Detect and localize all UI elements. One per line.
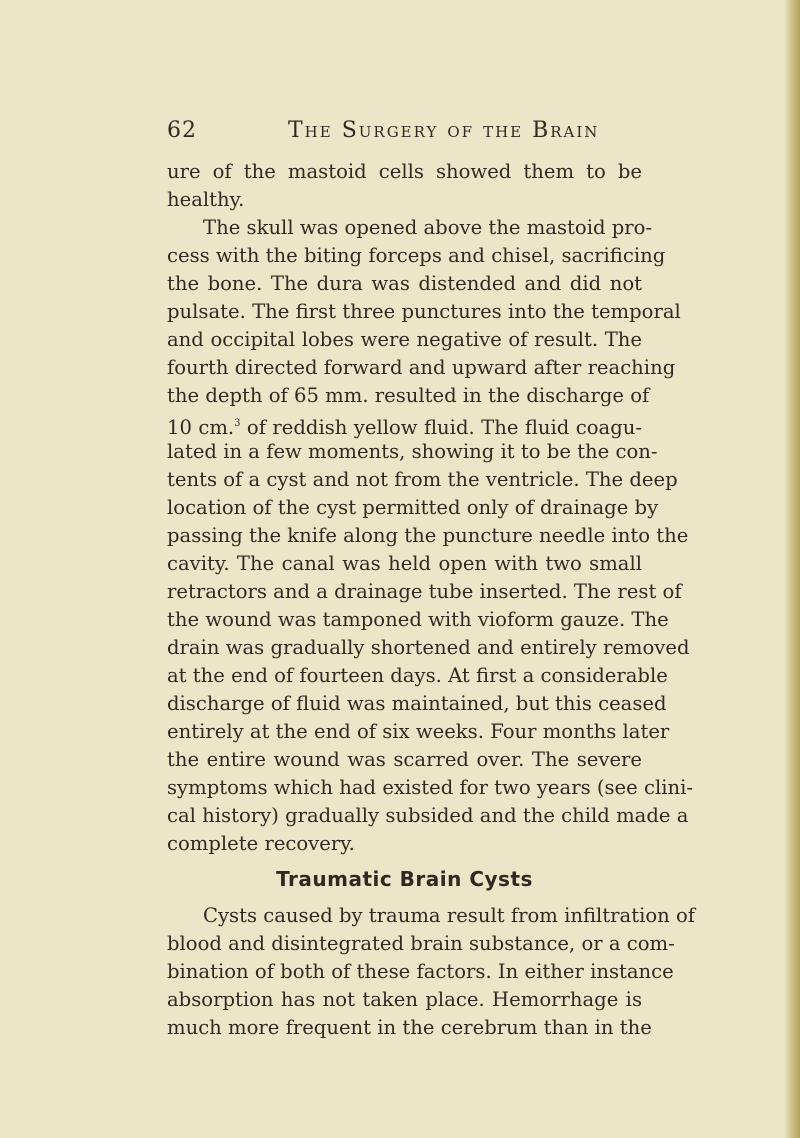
text-line: fourth directed forward and upward after reaching (167, 356, 676, 379)
footnote-line-end: of reddish yellow fluid. The fluid coagu- (240, 416, 642, 439)
paragraph-1 (167, 158, 642, 214)
paragraph-2 (167, 214, 693, 858)
text-line: and occipital lobes were negative of result. The (167, 328, 642, 351)
body-text (167, 158, 696, 1042)
section-heading: Traumatic Brain Cysts (276, 867, 533, 891)
page-edge-shadow (784, 0, 800, 1138)
text-line: cavity. The canal was held open with two small (167, 552, 642, 575)
paragraph-3 (167, 902, 696, 1042)
text-line: complete recovery. (167, 832, 355, 855)
text-line: much more frequent in the cerebrum than in the (167, 1016, 652, 1039)
text-line: cal history) gradually subsided and the child made a (167, 804, 689, 827)
text-line: lated in a few moments, showing it to be the con- (167, 440, 658, 463)
text-line: discharge of fluid was maintained, but this ceased (167, 692, 667, 715)
text-line: entirely at the end of six weeks. Four months later (167, 720, 670, 743)
page-number: 62 (167, 118, 197, 143)
text-line: the wound was tamponed with vioform gauze. The (167, 608, 669, 631)
text-line: The skull was opened above the mastoid pro- (203, 216, 653, 239)
text-line: pulsate. The first three punctures into the temporal (167, 300, 681, 323)
running-title: The Surgery of the Brain (288, 118, 600, 143)
text-line: the depth of 65 mm. resulted in the discharge of (167, 384, 650, 407)
text-line: healthy. (167, 188, 245, 211)
text-line: cess with the biting forceps and chisel, sacrificing (167, 244, 666, 267)
text-line: the entire wound was scarred over. The severe (167, 748, 642, 771)
text-line: passing the knife along the puncture needle into the (167, 524, 689, 547)
text-line: the bone. The dura was distended and did not (167, 272, 642, 295)
running-head (0, 118, 800, 148)
footnote-line-start: 10 cm. (167, 416, 235, 439)
text-line: blood and disintegrated brain substance, or a com- (167, 932, 675, 955)
text-line: symptoms which had existed for two years (see clini- (167, 776, 693, 799)
text-line-with-footnote (167, 410, 642, 438)
text-line: absorption has not taken place. Hemorrhage is (167, 988, 642, 1011)
text-line: ure of the mastoid cells showed them to be (167, 160, 642, 183)
text-line: Cysts caused by trauma result from infiltration of (203, 904, 696, 927)
footnote-marker: 3 (234, 418, 241, 429)
text-line: bination of both of these factors. In either instance (167, 960, 674, 983)
text-line: tents of a cyst and not from the ventricle. The deep (167, 468, 678, 491)
text-line: retractors and a drainage tube inserted. The rest of (167, 580, 682, 603)
text-line: at the end of fourteen days. At first a considerable (167, 664, 668, 687)
text-line: location of the cyst permitted only of drainage by (167, 496, 659, 519)
text-line: drain was gradually shortened and entirely removed (167, 636, 690, 659)
